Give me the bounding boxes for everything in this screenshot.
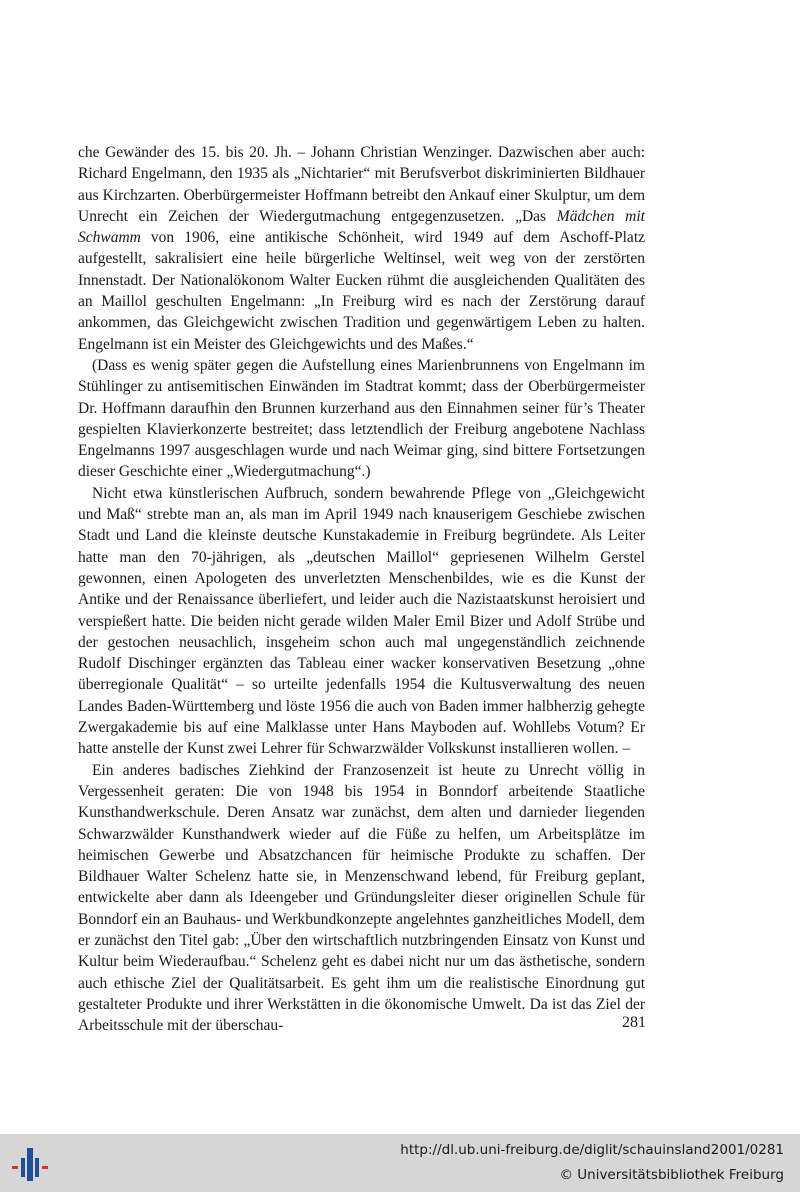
paragraph-1: [78, 142, 645, 355]
paragraph-1-text-a: che Gewänder des 15. bis 20. Jh. – Johann Christian Wenzinger. Dazwischen aber auch: Richard Engelmann, den 1935 als „Nichtarier“ mit Berufsverbot diskriminierten Bildhauer aus Kirchzarten. Oberbürgermeister Hoffmann betreibt den Ankauf einer Skulptur, um dem Unrecht ein Zeichen der Wiedergutmachung entgegenzusetzen. „Das: [78, 144, 645, 225]
paragraph-4-text: Ein anderes badisches Ziehkind der Franzosenzeit ist heute zu Unrecht völlig in Vergessenheit geraten: Die von 1948 bis 1954 in Bonndorf arbeitende Staatliche Kunsthandwerkschule. Deren Ansatz war zunächst, dem alten und darnieder liegenden Schwarzwälder Kunsthandwerk wieder auf die Füße zu helfen, um Arbeitsplätze im heimischen Gewerbe und Absatzchancen für heimische Produkte zu schaffen. Der Bildhauer Walter Schelenz hatte sie, in Menzenschwand lebend, für Freiburg geplant, entwickelte aber dann als Ideengeber und Gründungsleiter dieser originellen Schule für Bonndorf ein an Bauhaus- und Werkbundkonzepte angelehntes ganzheitliches Modell, dem er zunächst den Titel gab: „Über den wirtschaftlich nutzbringenden Einsatz von Kunst und Kultur beim Wiederaufbau.“ Schelenz geht es dabei nicht nur um das ästhetische, sondern auch ethische Ziel der Qualitätsarbeit. Es geht ihm um die realistische Einordnung gut gestalteter Produkte und ihrer Werkstätten in die ökonomische Umwelt. Da ist das Ziel der Arbeitsschule mit der überschau-: [78, 761, 645, 1035]
page-number: 281: [622, 1014, 646, 1031]
ub-freiburg-logo-icon: [10, 1144, 50, 1184]
footer-bar: [0, 1134, 800, 1192]
paragraph-2-text: (Dass es wenig später gegen die Aufstellung eines Marienbrunnens von Engelmann im Stühlinger zu antisemitischen Einwänden im Stadtrat kommt; dass der Oberbürgermeister Dr. Hoffmann daraufhin den Brunnen kurzerhand aus den Einnahmen seiner für’s Theater gespielten Klavierkonzerte bestreitet; dass letztendlich der Freiburg angebotene Nachlass Engelmanns 1997 ausgeschlagen wurde und nach Weimar ging, sind bittere Fortsetzungen dieser Geschichte einer „Wiedergutmachung“.): [78, 356, 645, 481]
source-url-link[interactable]: http://dl.ub.uni-freiburg.de/diglit/schauinsland2001/0281: [400, 1142, 784, 1158]
paragraph-3: [78, 483, 645, 760]
paragraph-1-text-b: von 1906, eine antikische Schönheit, wird 1949 auf dem Aschoff-Platz aufgestellt, sakralisiert eine heile bürgerliche Weltinsel, weit weg von der zerstörten Innenstadt. Der Nationalökonom Walter Eucken rühmt die ausgleichenden Qualitäten des an Maillol geschulten Engelmann: „In Freiburg wird es nach der Zerstörung darauf ankommen, das Gleichgewicht zwischen Tradition und gegenwärtigem Leben zu halten. Engelmann ist ein Meister des Gleichgewichts und des Maßes.“: [78, 229, 645, 353]
copyright-notice: © Universitätsbibliothek Freiburg: [559, 1167, 784, 1183]
paragraph-1-italic-title: Mädchen mit Schwamm: [78, 207, 645, 247]
body-text: [78, 142, 645, 1036]
paragraph-4: [78, 760, 645, 1037]
paragraph-3-text: Nicht etwa künstlerischen Aufbruch, sondern bewahrende Pflege von „Gleichgewicht und Maß“ strebte man an, als man im April 1949 nach knauserigem Geschiebe zwischen Stadt und Land die kleinste deutsche Kunstakademie in Freiburg begründete. Als Leiter hatte man den 70-jährigen, als „deutschen Maillol“ gepriesenen Wilhelm Gerstel gewonnen, einen Apologeten des unverletzten Menschenbildes, wie es die Kunst der Antike und der Renaissance überliefert, und leider auch die Nazistaatskunst heroisiert und verspießert hatte. Die beiden nicht gerade wilden Maler Emil Bizer und Adolf Strübe und der gestochen neusachlich, insgeheim schon auch mal ungegenständlich zeichnende Rudolf Dischinger ergänzten das Tableau einer wacker konservativen Besetzung „ohne überregionale Qualität“ – so urteilte jedenfalls 1954 die Kultusverwaltung des neuen Landes Baden-Württemberg und löste 1956 die auch von Baden immer halbherzig gehegte Zwergakademie bis auf eine Malklasse unter Hans Mayboden auf. Wohllebs Votum? Er hatte anstelle der Kunst zwei Lehrer für Schwarzwälder Volkskunst installieren wollen. –: [78, 484, 645, 758]
paragraph-2: [78, 355, 645, 483]
